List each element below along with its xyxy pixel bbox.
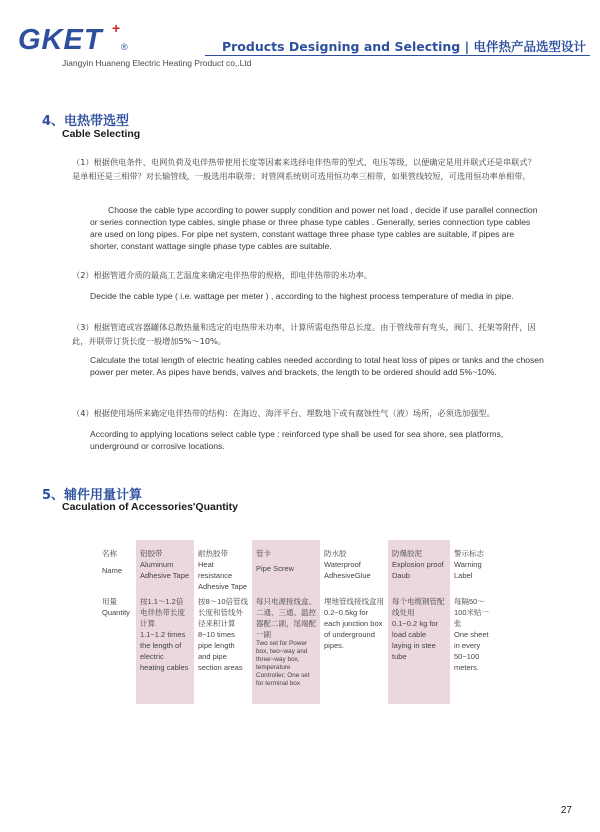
item4-en: According to applying locations select cable type : reinforced type shall be used for sea shore, sea platforms, underground or corrosive locations. — [90, 429, 504, 451]
table-body-cell — [320, 592, 388, 704]
logo-text: GKET — [18, 24, 103, 56]
table-header-cell — [320, 540, 388, 590]
table-body-cell — [136, 592, 194, 704]
table-header-cell — [450, 540, 500, 590]
header-en: Explosion proof Daub — [392, 560, 444, 580]
header-en: Waterproof AdhesiveGlue — [324, 560, 371, 580]
table-body-cell — [388, 592, 450, 704]
page-header-title: Products Designing and Selecting | 电伴热产品选型设计 — [221, 39, 586, 54]
table-column-waterproof-glue — [320, 540, 388, 704]
item2-en: Decide the cable type ( i.e. wattage per meter ) , according to the highest process temperature of media in pipe. — [90, 291, 514, 301]
logo-plus: + — [112, 20, 122, 36]
header-en: Pipe Screw — [256, 564, 294, 573]
body-cn: 每只电源接线盒、二通、三通、温控器配二副，尾端配一副 — [256, 597, 316, 639]
item3-en: Calculate the total length of electric heating cables needed according to total heat loss of pipes or tanks and the chosen power per meter. As pipes have bends, valves and brackets, the length to be ordered should add 5%~10%. — [90, 355, 544, 377]
section5-title: 5、辅件用量计算 — [42, 488, 143, 503]
table-header-cell — [388, 540, 450, 590]
body-en: 0.1~0.2 kg for load cable laying in stee tube — [392, 619, 439, 661]
header-cn: 防爆胶泥 — [392, 549, 422, 558]
body-en: One sheet in every 50~100 meters. — [454, 630, 489, 672]
item4-cn: （4）根据使用场所来确定电伴热带的结构：在海边、海洋平台、埋数地下或有腐蚀性气（液）场所，必须选加强型。 — [72, 408, 495, 418]
company-name: Jiangyin Huaneng Electric Heating Product co,.Ltd — [62, 58, 252, 68]
table-column-heat-tape — [194, 540, 252, 704]
table-column-aluminum-tape — [136, 540, 194, 704]
accessories-table — [98, 540, 500, 704]
table-body-cell — [252, 592, 320, 704]
header-divider — [205, 55, 590, 56]
header-cn: 耐热胶带 — [198, 549, 228, 558]
body-cn: 每个电缆钢管配线处用 — [392, 597, 445, 617]
table-header-cell — [194, 540, 252, 590]
body-en: Quantity — [102, 608, 130, 617]
body-cn: 每隔50～100米贴一张 — [454, 597, 490, 628]
header-cn: 防水胶 — [324, 549, 347, 558]
item2-cn: （2）根据管道介质的最高工艺温度来确定电伴热带的规格，即电伴热带的米功率。 — [72, 270, 372, 280]
header-en: Warning Label — [454, 560, 482, 580]
item1-cn: （1）根据供电条件、电网负荷及电伴热带使用长度等因素来选择电伴热带的型式、电压等级，以便确定是用并联式还是串联式？是单相还是三相带？对长输管线，一般选用串联带；对管网系统则可选用恒功率三相带，如果管线较短，可选用恒功率单相带。 — [72, 157, 536, 181]
table-header-cell — [136, 540, 194, 590]
header-cn: 铝胶带 — [140, 549, 163, 558]
body-en: 8~10 times pipe length and pipe section areas — [198, 630, 243, 672]
table-header-cell — [252, 540, 320, 590]
section5-subtitle: Caculation of Accessories'Quantity — [62, 501, 238, 513]
body-en: 0.2~0.5kg for each junction box of underground pipes. — [324, 608, 383, 650]
header-cn: 警示标志 — [454, 549, 484, 558]
table-column-explosion-daub — [388, 540, 450, 704]
item1-en: Choose the cable type according to power supply condition and power net load , decide if use parallel connection or series connection type cables, single phase or three phase type cables . Generally, series connection type cables are used on long pipes. For pipe net system, constant wattage three phase type cables are suitable, if pipes are shorter, constant wattage single phase type cables are suitable. — [90, 205, 538, 251]
table-header-cell — [98, 540, 136, 590]
header-en: Name — [102, 566, 123, 575]
item3-cn: （3）根据管道或容器罐体总散热量和选定的电热带米功率，计算所需电热带总长度。由于管线带有弯头，阀门、托架等附件，因此，并联带订货长度一般增加5%～10%。 — [72, 322, 536, 346]
logo-registered: ® — [121, 42, 129, 52]
section4-title: 4、电热带选型 — [42, 114, 130, 129]
body-en: 1.1~1.2 times the length of electric heating cables — [140, 630, 189, 672]
brand-logo — [18, 20, 129, 57]
section4-subtitle: Cable Selecting — [62, 128, 141, 140]
table-column-pipe-screw — [252, 540, 320, 704]
header-en: Heat resistance Adhesive Tape — [198, 560, 248, 591]
body-cn: 埋地管线接线盒用 — [324, 597, 384, 606]
header-cn: 管卡 — [256, 549, 271, 558]
body-en-small: Two set for Power box, two~way and three~way box, temperature Controller; One set for terminal box — [256, 640, 310, 687]
body-cn: 按8～10倍管线长度和管线外径来积计算 — [198, 597, 249, 628]
table-body-cell — [450, 592, 500, 704]
page-number: 27 — [560, 805, 572, 816]
table-column-name — [98, 540, 136, 704]
body-cn: 用量 — [102, 597, 117, 606]
table-body-cell — [98, 592, 136, 704]
table-column-warning-label — [450, 540, 500, 704]
header-cn: 名称 — [102, 549, 117, 558]
table-body-cell — [194, 592, 252, 704]
header-en: Aluminum Adhesive Tape — [140, 560, 190, 580]
body-cn: 按1.1～1.2倍电伴热带长度计算 — [140, 597, 185, 628]
